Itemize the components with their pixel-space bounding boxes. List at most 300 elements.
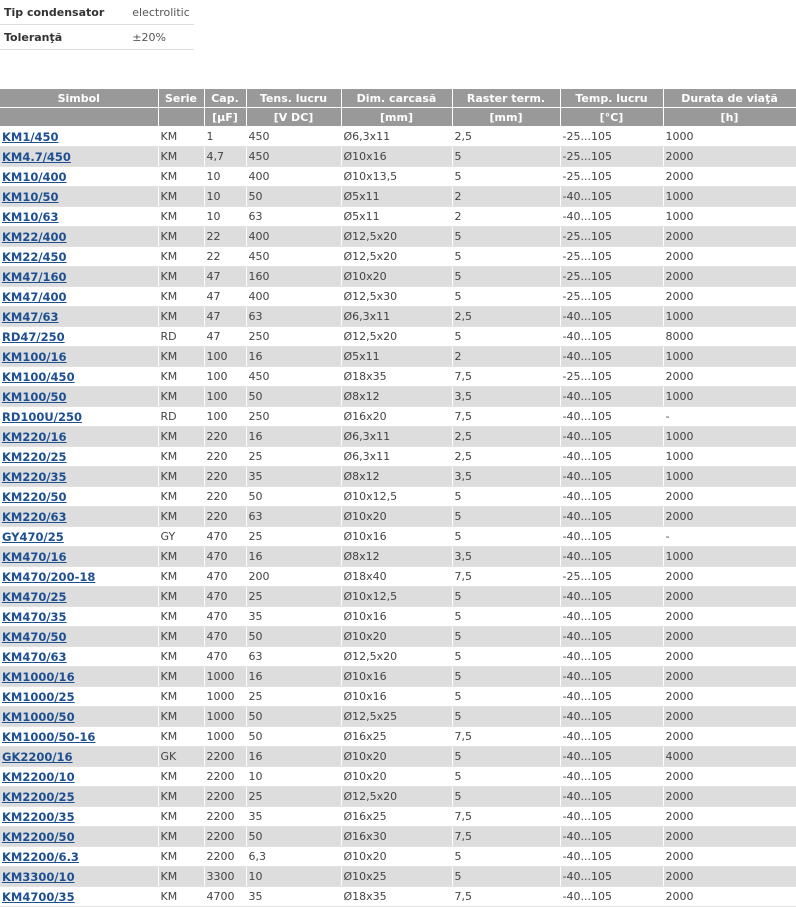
cell-voltage: 450 [246,367,341,387]
cell-series: KM [158,667,204,687]
cell-voltage: 16 [246,547,341,567]
cell-temperature: -25...105 [560,367,663,387]
table-row [0,767,796,787]
product-link[interactable]: KM220/35 [2,469,67,484]
cell-lifetime: 1000 [663,427,796,447]
cell-voltage: 50 [246,627,341,647]
column-unit-symbol [0,108,158,127]
product-link[interactable]: KM2200/25 [2,789,75,804]
product-link[interactable]: KM1000/50-16 [2,729,96,744]
cell-symbol [0,767,158,787]
cell-temperature: -25...105 [560,147,663,167]
cell-capacitance: 220 [204,467,246,487]
cell-series: KM [158,887,204,907]
table-row [0,527,796,547]
cell-voltage: 400 [246,287,341,307]
cell-voltage: 450 [246,127,341,147]
cell-case-size: Ø10x16 [341,147,452,167]
cell-lead-pitch: 5 [452,847,560,867]
product-link[interactable]: KM470/200-18 [2,569,96,584]
cell-temperature: -40...105 [560,527,663,547]
cell-series: KM [158,867,204,887]
cell-series: KM [158,347,204,367]
cell-lifetime: 2000 [663,647,796,667]
cell-capacitance: 4700 [204,887,246,907]
cell-series: KM [158,507,204,527]
cell-capacitance: 220 [204,507,246,527]
cell-series: GK [158,747,204,767]
cell-temperature: -40...105 [560,807,663,827]
cell-capacitance: 1 [204,127,246,147]
column-unit-lead-pitch: [mm] [452,108,560,127]
cell-case-size: Ø12,5x20 [341,247,452,267]
cell-voltage: 6,3 [246,847,341,867]
product-link[interactable]: KM220/25 [2,449,67,464]
cell-voltage: 10 [246,867,341,887]
product-link[interactable]: RD47/250 [2,329,65,344]
product-link[interactable]: KM2200/10 [2,769,75,784]
cell-capacitance: 1000 [204,727,246,747]
cell-case-size: Ø10x12,5 [341,487,452,507]
cell-lifetime: 2000 [663,587,796,607]
column-header-lead-pitch: Raster term. [452,89,560,108]
table-row [0,207,796,227]
table-row [0,547,796,567]
cell-lead-pitch: 2,5 [452,447,560,467]
cell-symbol [0,187,158,207]
cell-lifetime: 2000 [663,227,796,247]
product-link[interactable]: GK2200/16 [2,749,73,764]
cell-voltage: 50 [246,727,341,747]
cell-symbol [0,647,158,667]
cell-series: KM [158,147,204,167]
cell-lead-pitch: 7,5 [452,727,560,747]
cell-lifetime: 1000 [663,307,796,327]
table-row [0,607,796,627]
cell-symbol [0,147,158,167]
cell-lead-pitch: 2 [452,207,560,227]
product-link[interactable]: KM100/450 [2,369,75,384]
cell-capacitance: 2200 [204,767,246,787]
cell-series: GY [158,527,204,547]
cell-symbol [0,347,158,367]
cell-symbol [0,687,158,707]
cell-lifetime: 2000 [663,847,796,867]
cell-series: RD [158,327,204,347]
units-row [0,108,796,127]
product-link[interactable]: KM1/450 [2,129,59,144]
cell-series: KM [158,587,204,607]
product-link[interactable]: KM2200/50 [2,829,75,844]
filter-label: Toleranţă [0,25,128,50]
cell-voltage: 35 [246,467,341,487]
cell-symbol [0,207,158,227]
product-link[interactable]: KM10/400 [2,169,67,184]
cell-voltage: 250 [246,327,341,347]
cell-voltage: 16 [246,347,341,367]
table-row [0,407,796,427]
cell-symbol [0,607,158,627]
cell-voltage: 200 [246,567,341,587]
cell-case-size: Ø10x16 [341,527,452,547]
cell-temperature: -40...105 [560,207,663,227]
table-row [0,447,796,467]
cell-series: KM [158,847,204,867]
cell-case-size: Ø16x20 [341,407,452,427]
cell-capacitance: 10 [204,187,246,207]
cell-series: KM [158,827,204,847]
product-link[interactable]: KM470/50 [2,629,67,644]
product-link[interactable]: KM2200/6.3 [2,849,79,864]
column-header-symbol: Simbol [0,89,158,108]
cell-lead-pitch: 5 [452,587,560,607]
cell-case-size: Ø10x20 [341,847,452,867]
cell-capacitance: 1000 [204,707,246,727]
cell-temperature: -25...105 [560,287,663,307]
cell-series: KM [158,547,204,567]
cell-capacitance: 100 [204,387,246,407]
cell-temperature: -40...105 [560,867,663,887]
cell-temperature: -40...105 [560,507,663,527]
cell-temperature: -40...105 [560,707,663,727]
cell-case-size: Ø10x16 [341,667,452,687]
filter-value: electrolitic [128,0,194,25]
product-link[interactable]: KM1000/50 [2,709,75,724]
cell-symbol [0,487,158,507]
product-link[interactable]: KM470/35 [2,609,67,624]
cell-symbol [0,727,158,747]
column-unit-series [158,108,204,127]
product-link[interactable]: KM100/16 [2,349,67,364]
cell-symbol [0,667,158,687]
cell-case-size: Ø18x40 [341,567,452,587]
table-row [0,487,796,507]
product-link[interactable]: KM470/25 [2,589,67,604]
product-link[interactable]: KM22/450 [2,249,67,264]
cell-capacitance: 2200 [204,827,246,847]
cell-lead-pitch: 5 [452,667,560,687]
cell-symbol [0,707,158,727]
product-link[interactable]: KM1000/25 [2,689,75,704]
cell-temperature: -40...105 [560,467,663,487]
cell-temperature: -40...105 [560,187,663,207]
cell-lifetime: 2000 [663,727,796,747]
cell-lead-pitch: 5 [452,767,560,787]
cell-series: KM [158,647,204,667]
cell-voltage: 25 [246,447,341,467]
cell-case-size: Ø6,3x11 [341,127,452,147]
cell-symbol [0,167,158,187]
cell-temperature: -40...105 [560,787,663,807]
cell-case-size: Ø12,5x20 [341,327,452,347]
capacitor-table [0,89,796,907]
cell-symbol [0,627,158,647]
cell-temperature: -40...105 [560,327,663,347]
cell-lead-pitch: 5 [452,687,560,707]
cell-case-size: Ø12,5x30 [341,287,452,307]
cell-series: KM [158,287,204,307]
cell-capacitance: 470 [204,587,246,607]
product-link[interactable]: KM470/63 [2,649,67,664]
cell-temperature: -40...105 [560,887,663,907]
cell-series: KM [158,207,204,227]
product-link[interactable]: KM22/400 [2,229,67,244]
cell-voltage: 35 [246,807,341,827]
cell-lead-pitch: 5 [452,527,560,547]
table-row [0,587,796,607]
table-row [0,307,796,327]
cell-capacitance: 1000 [204,687,246,707]
table-row [0,727,796,747]
cell-voltage: 25 [246,787,341,807]
cell-temperature: -40...105 [560,447,663,467]
cell-lead-pitch: 3,5 [452,547,560,567]
cell-lifetime: 2000 [663,167,796,187]
product-link[interactable]: KM1000/16 [2,669,75,684]
cell-symbol [0,547,158,567]
cell-lead-pitch: 5 [452,487,560,507]
cell-lifetime: 1000 [663,387,796,407]
cell-voltage: 35 [246,887,341,907]
cell-series: KM [158,707,204,727]
cell-temperature: -40...105 [560,647,663,667]
table-row [0,707,796,727]
cell-series: KM [158,307,204,327]
cell-temperature: -25...105 [560,247,663,267]
cell-lifetime: 2000 [663,687,796,707]
cell-case-size: Ø12,5x20 [341,227,452,247]
cell-voltage: 16 [246,427,341,447]
product-link[interactable]: KM100/50 [2,389,67,404]
cell-lead-pitch: 5 [452,507,560,527]
cell-voltage: 450 [246,147,341,167]
cell-lifetime: 2000 [663,867,796,887]
product-link[interactable]: KM220/50 [2,489,67,504]
cell-series: KM [158,167,204,187]
cell-lifetime: 2000 [663,287,796,307]
cell-series: KM [158,187,204,207]
cell-symbol [0,367,158,387]
cell-symbol [0,307,158,327]
cell-capacitance: 47 [204,287,246,307]
table-row [0,347,796,367]
table-row [0,387,796,407]
cell-symbol [0,387,158,407]
table-row [0,567,796,587]
cell-capacitance: 100 [204,367,246,387]
cell-lead-pitch: 3,5 [452,387,560,407]
cell-lifetime: 2000 [663,507,796,527]
cell-voltage: 25 [246,527,341,547]
cell-symbol [0,507,158,527]
cell-lifetime: - [663,407,796,427]
table-row [0,667,796,687]
cell-voltage: 450 [246,247,341,267]
product-link[interactable]: KM47/160 [2,269,67,284]
cell-lead-pitch: 2,5 [452,307,560,327]
table-row [0,327,796,347]
cell-case-size: Ø10x20 [341,267,452,287]
cell-series: KM [158,127,204,147]
cell-case-size: Ø12,5x25 [341,707,452,727]
cell-voltage: 63 [246,507,341,527]
cell-series: RD [158,407,204,427]
cell-capacitance: 2200 [204,787,246,807]
column-unit-voltage: [V DC] [246,108,341,127]
filter-label: Tip condensator [0,0,128,25]
cell-voltage: 16 [246,747,341,767]
cell-capacitance: 470 [204,607,246,627]
table-row [0,887,796,907]
cell-case-size: Ø18x35 [341,367,452,387]
cell-lifetime: 8000 [663,327,796,347]
cell-lifetime: 1000 [663,547,796,567]
table-row [0,127,796,147]
cell-symbol [0,427,158,447]
cell-case-size: Ø8x12 [341,467,452,487]
cell-voltage: 25 [246,687,341,707]
cell-case-size: Ø8x12 [341,547,452,567]
cell-lead-pitch: 5 [452,607,560,627]
cell-lead-pitch: 7,5 [452,807,560,827]
cell-case-size: Ø10x16 [341,607,452,627]
cell-temperature: -40...105 [560,547,663,567]
table-row [0,507,796,527]
cell-series: KM [158,267,204,287]
cell-lead-pitch: 5 [452,867,560,887]
product-link[interactable]: KM3300/10 [2,869,75,884]
cell-series: KM [158,227,204,247]
product-link[interactable]: RD100U/250 [2,409,82,424]
column-header-case-size: Dim. carcasă [341,89,452,108]
column-header-lifetime: Durata de viaţă [663,89,796,108]
cell-case-size: Ø18x35 [341,887,452,907]
cell-voltage: 63 [246,647,341,667]
cell-case-size: Ø10x20 [341,627,452,647]
product-link[interactable]: GY470/25 [2,529,64,544]
table-row [0,787,796,807]
product-link[interactable]: KM4700/35 [2,889,75,904]
cell-capacitance: 47 [204,267,246,287]
cell-lifetime: 2000 [663,767,796,787]
product-link[interactable]: KM47/63 [2,309,59,324]
table-row [0,647,796,667]
cell-lifetime: 2000 [663,787,796,807]
filter-row [0,0,194,25]
cell-lead-pitch: 7,5 [452,827,560,847]
cell-lead-pitch: 2,5 [452,127,560,147]
product-link[interactable]: KM4.7/450 [2,149,71,164]
product-link[interactable]: KM2200/35 [2,809,75,824]
cell-lifetime: 2000 [663,887,796,907]
cell-lead-pitch: 5 [452,707,560,727]
cell-lead-pitch: 7,5 [452,407,560,427]
cell-lifetime: 2000 [663,707,796,727]
cell-voltage: 25 [246,587,341,607]
cell-lifetime: 2000 [663,807,796,827]
cell-voltage: 63 [246,207,341,227]
cell-lead-pitch: 3,5 [452,467,560,487]
cell-symbol [0,247,158,267]
table-row [0,867,796,887]
cell-lifetime: 2000 [663,147,796,167]
cell-symbol [0,867,158,887]
cell-lead-pitch: 7,5 [452,887,560,907]
product-link[interactable]: KM470/16 [2,549,67,564]
product-link[interactable]: KM10/63 [2,209,59,224]
cell-capacitance: 470 [204,547,246,567]
column-unit-capacitance: [μF] [204,108,246,127]
cell-lead-pitch: 5 [452,147,560,167]
column-header-series: Serie [158,89,204,108]
table-row [0,747,796,767]
column-unit-lifetime: [h] [663,108,796,127]
cell-lead-pitch: 5 [452,287,560,307]
table-row [0,287,796,307]
table-row [0,427,796,447]
cell-voltage: 50 [246,707,341,727]
cell-lifetime: 2000 [663,267,796,287]
cell-temperature: -25...105 [560,127,663,147]
cell-case-size: Ø5x11 [341,187,452,207]
product-link[interactable]: KM47/400 [2,289,67,304]
cell-temperature: -40...105 [560,667,663,687]
cell-lead-pitch: 2 [452,347,560,367]
cell-voltage: 16 [246,667,341,687]
cell-voltage: 35 [246,607,341,627]
cell-voltage: 50 [246,187,341,207]
cell-case-size: Ø6,3x11 [341,307,452,327]
cell-voltage: 50 [246,487,341,507]
cell-temperature: -40...105 [560,847,663,867]
cell-temperature: -40...105 [560,607,663,627]
cell-capacitance: 470 [204,567,246,587]
cell-capacitance: 220 [204,427,246,447]
table-row [0,627,796,647]
cell-lead-pitch: 5 [452,167,560,187]
cell-capacitance: 220 [204,447,246,467]
cell-capacitance: 2200 [204,807,246,827]
cell-voltage: 10 [246,767,341,787]
product-link[interactable]: KM10/50 [2,189,59,204]
cell-lead-pitch: 2 [452,187,560,207]
cell-symbol [0,787,158,807]
cell-capacitance: 10 [204,167,246,187]
cell-case-size: Ø16x25 [341,727,452,747]
filter-value: ±20% [128,25,194,50]
cell-temperature: -40...105 [560,687,663,707]
cell-lifetime: 1000 [663,447,796,467]
cell-case-size: Ø6,3x11 [341,427,452,447]
cell-lifetime: 2000 [663,367,796,387]
cell-lead-pitch: 5 [452,327,560,347]
cell-symbol [0,327,158,347]
product-link[interactable]: KM220/63 [2,509,67,524]
cell-temperature: -40...105 [560,427,663,447]
table-row [0,147,796,167]
table-row [0,267,796,287]
cell-temperature: -40...105 [560,347,663,367]
column-header-voltage: Tens. lucru [246,89,341,108]
cell-temperature: -40...105 [560,487,663,507]
cell-case-size: Ø5x11 [341,207,452,227]
product-link[interactable]: KM220/16 [2,429,67,444]
table-row [0,807,796,827]
cell-series: KM [158,607,204,627]
cell-capacitance: 2200 [204,847,246,867]
cell-lifetime: 2000 [663,627,796,647]
cell-capacitance: 4,7 [204,147,246,167]
